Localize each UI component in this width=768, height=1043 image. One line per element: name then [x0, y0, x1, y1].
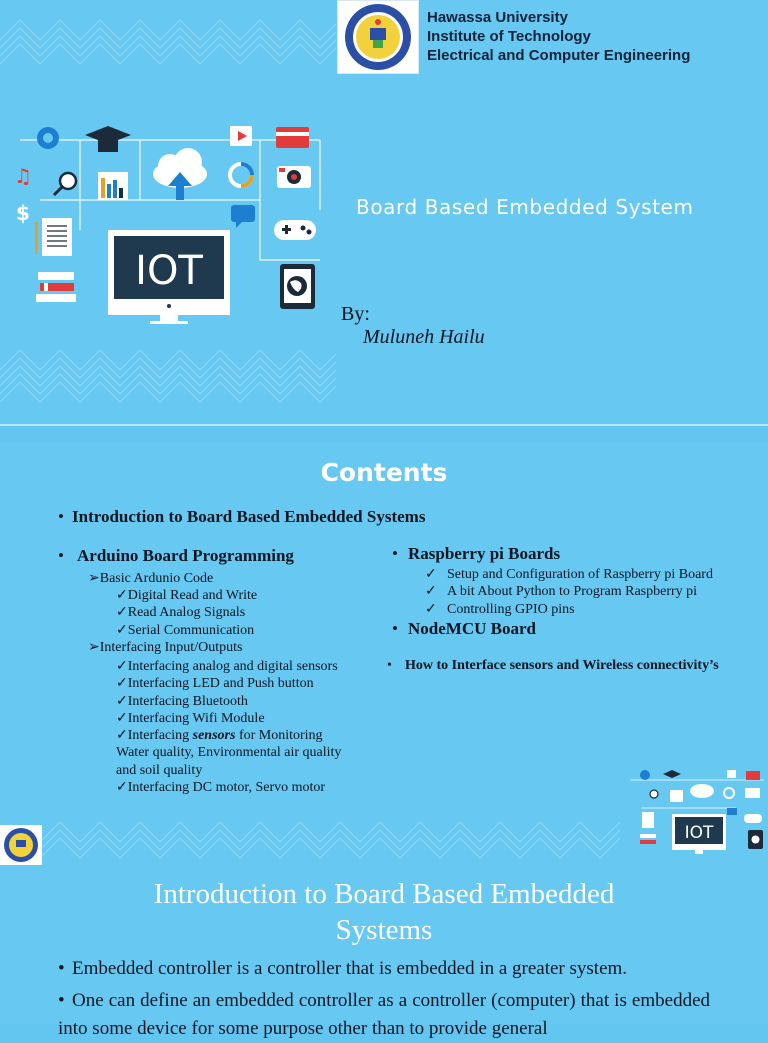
contents-item-intro: • Introduction to Board Based Embedded Systems — [58, 507, 426, 526]
university-seal-icon — [340, 2, 416, 72]
bullet-dot: • — [58, 546, 64, 565]
list-item: ✓Interfacing Bluetooth — [116, 693, 248, 709]
chat-bubble-icon — [231, 205, 255, 228]
list-item: ✓ Setup and Configuration of Raspberry pi Board — [425, 567, 713, 582]
chat-bubble-icon — [727, 808, 737, 815]
dollar-icon — [16, 201, 30, 225]
slide-separator — [0, 424, 768, 426]
slide-introduction — [0, 866, 768, 1039]
list-item: ✓Interfacing LED and Push button — [116, 676, 314, 692]
list-item: ✓Digital Read and Write — [116, 588, 258, 603]
check-icon: ✓ — [425, 567, 437, 582]
books-icon — [640, 834, 656, 838]
interfacing-list — [116, 658, 356, 796]
list-item: ✓ Controlling GPIO pins — [425, 601, 575, 617]
document-icon — [642, 812, 654, 828]
intro-title: Introduction to Board Based Embedded Systems — [153, 878, 615, 946]
iot-screen-text: IOT — [135, 248, 203, 294]
svg-text:$: $ — [16, 201, 30, 225]
tablet-globe-icon — [280, 264, 315, 309]
institute-name: Institute of Technology — [427, 28, 591, 45]
university-name: Hawassa University — [427, 9, 568, 26]
gear-icon — [640, 770, 650, 780]
contents-item-wireless: • How to Interface sensors and Wireless connectivity’s — [387, 658, 719, 673]
camera-icon — [745, 788, 760, 798]
subheading-interfacing: ➢Interfacing Input/Outputs — [88, 640, 243, 655]
list-item: ✓Serial Communication — [116, 622, 255, 638]
donut-chart-icon — [724, 788, 734, 798]
check-icon: ✓ — [425, 584, 437, 600]
gamepad-icon — [274, 220, 316, 240]
graduation-cap-icon — [85, 126, 131, 152]
play-video-icon — [727, 770, 736, 778]
play-video-icon — [230, 126, 252, 146]
magnifier-icon — [650, 790, 658, 798]
iot-illustration — [0, 0, 336, 424]
gear-icon — [37, 127, 59, 149]
list-item: ✓Interfacing Wifi Module — [116, 710, 265, 726]
mini-iot-screen-text: IOT — [684, 823, 714, 843]
cloud-upload-icon — [690, 784, 714, 798]
contents-item-arduino: • Arduino Board Programming — [58, 546, 294, 565]
subheading-basic-code: ➢Basic Ardunio Code — [88, 571, 214, 586]
basic-code-list — [116, 587, 257, 639]
zigzag-pattern-bottom — [0, 350, 336, 402]
cloud-upload-icon — [153, 148, 207, 200]
contents-title: Contents — [320, 458, 448, 487]
bar-chart-icon — [670, 790, 683, 802]
bullet-dot: • — [387, 658, 392, 673]
mini-iot-illustration — [626, 764, 768, 858]
bullet-dot: • — [58, 990, 65, 1011]
list-item: ✓ A bit About Python to Program Raspberry pi — [425, 584, 698, 600]
university-logo-small — [0, 825, 42, 865]
bullet-dot: • — [58, 958, 65, 979]
credit-card-icon — [746, 771, 760, 780]
raspberry-list — [425, 566, 713, 618]
bullet-dot: • — [392, 544, 398, 563]
magnifier-icon — [54, 173, 76, 195]
intro-bullet-1: • Embedded controller is a controller that is embedded in a greater system. — [58, 955, 710, 983]
list-item-sensors: ✓Interfacing sensors for Monitoring Water quality, Environmental air quality and soil quality — [116, 728, 342, 778]
intro-bullet-2: • One can define an embedded controller as a controller (computer) that is embedded into some device for some purpose other than to provide general — [58, 987, 710, 1043]
list-item: ✓Interfacing DC motor, Servo motor — [116, 780, 326, 796]
by-label: By: — [341, 303, 370, 325]
zigzag-pattern-top — [0, 20, 336, 64]
bar-chart-icon — [98, 172, 128, 200]
books-icon — [36, 272, 76, 302]
check-icon: ✓ — [425, 601, 437, 617]
donut-chart-icon — [230, 164, 252, 186]
presentation-title: Board Based Embedded System — [356, 195, 694, 219]
author-name: Muluneh Hailu — [363, 326, 485, 348]
bullet-dot: • — [392, 619, 398, 638]
camera-icon — [277, 166, 311, 188]
university-header — [427, 8, 690, 65]
document-icon — [35, 218, 72, 256]
graduation-cap-icon — [663, 770, 681, 778]
slide-contents — [0, 442, 768, 866]
credit-card-icon — [276, 127, 309, 148]
university-logo — [337, 0, 419, 74]
list-item: ✓Read Analog Signals — [116, 605, 246, 621]
music-note-icon — [14, 164, 32, 188]
gamepad-icon — [744, 814, 762, 823]
svg-text:♫: ♫ — [14, 164, 32, 188]
university-seal-icon — [2, 827, 40, 863]
department-name: Electrical and Computer Engineering — [427, 47, 691, 64]
contents-item-nodemcu: • NodeMCU Board — [392, 619, 536, 638]
bullet-dot: • — [58, 507, 64, 526]
contents-item-raspberry: • Raspberry pi Boards — [392, 544, 561, 563]
list-item: ✓Interfacing analog and digital sensors — [116, 659, 338, 674]
slide-title — [0, 0, 768, 424]
